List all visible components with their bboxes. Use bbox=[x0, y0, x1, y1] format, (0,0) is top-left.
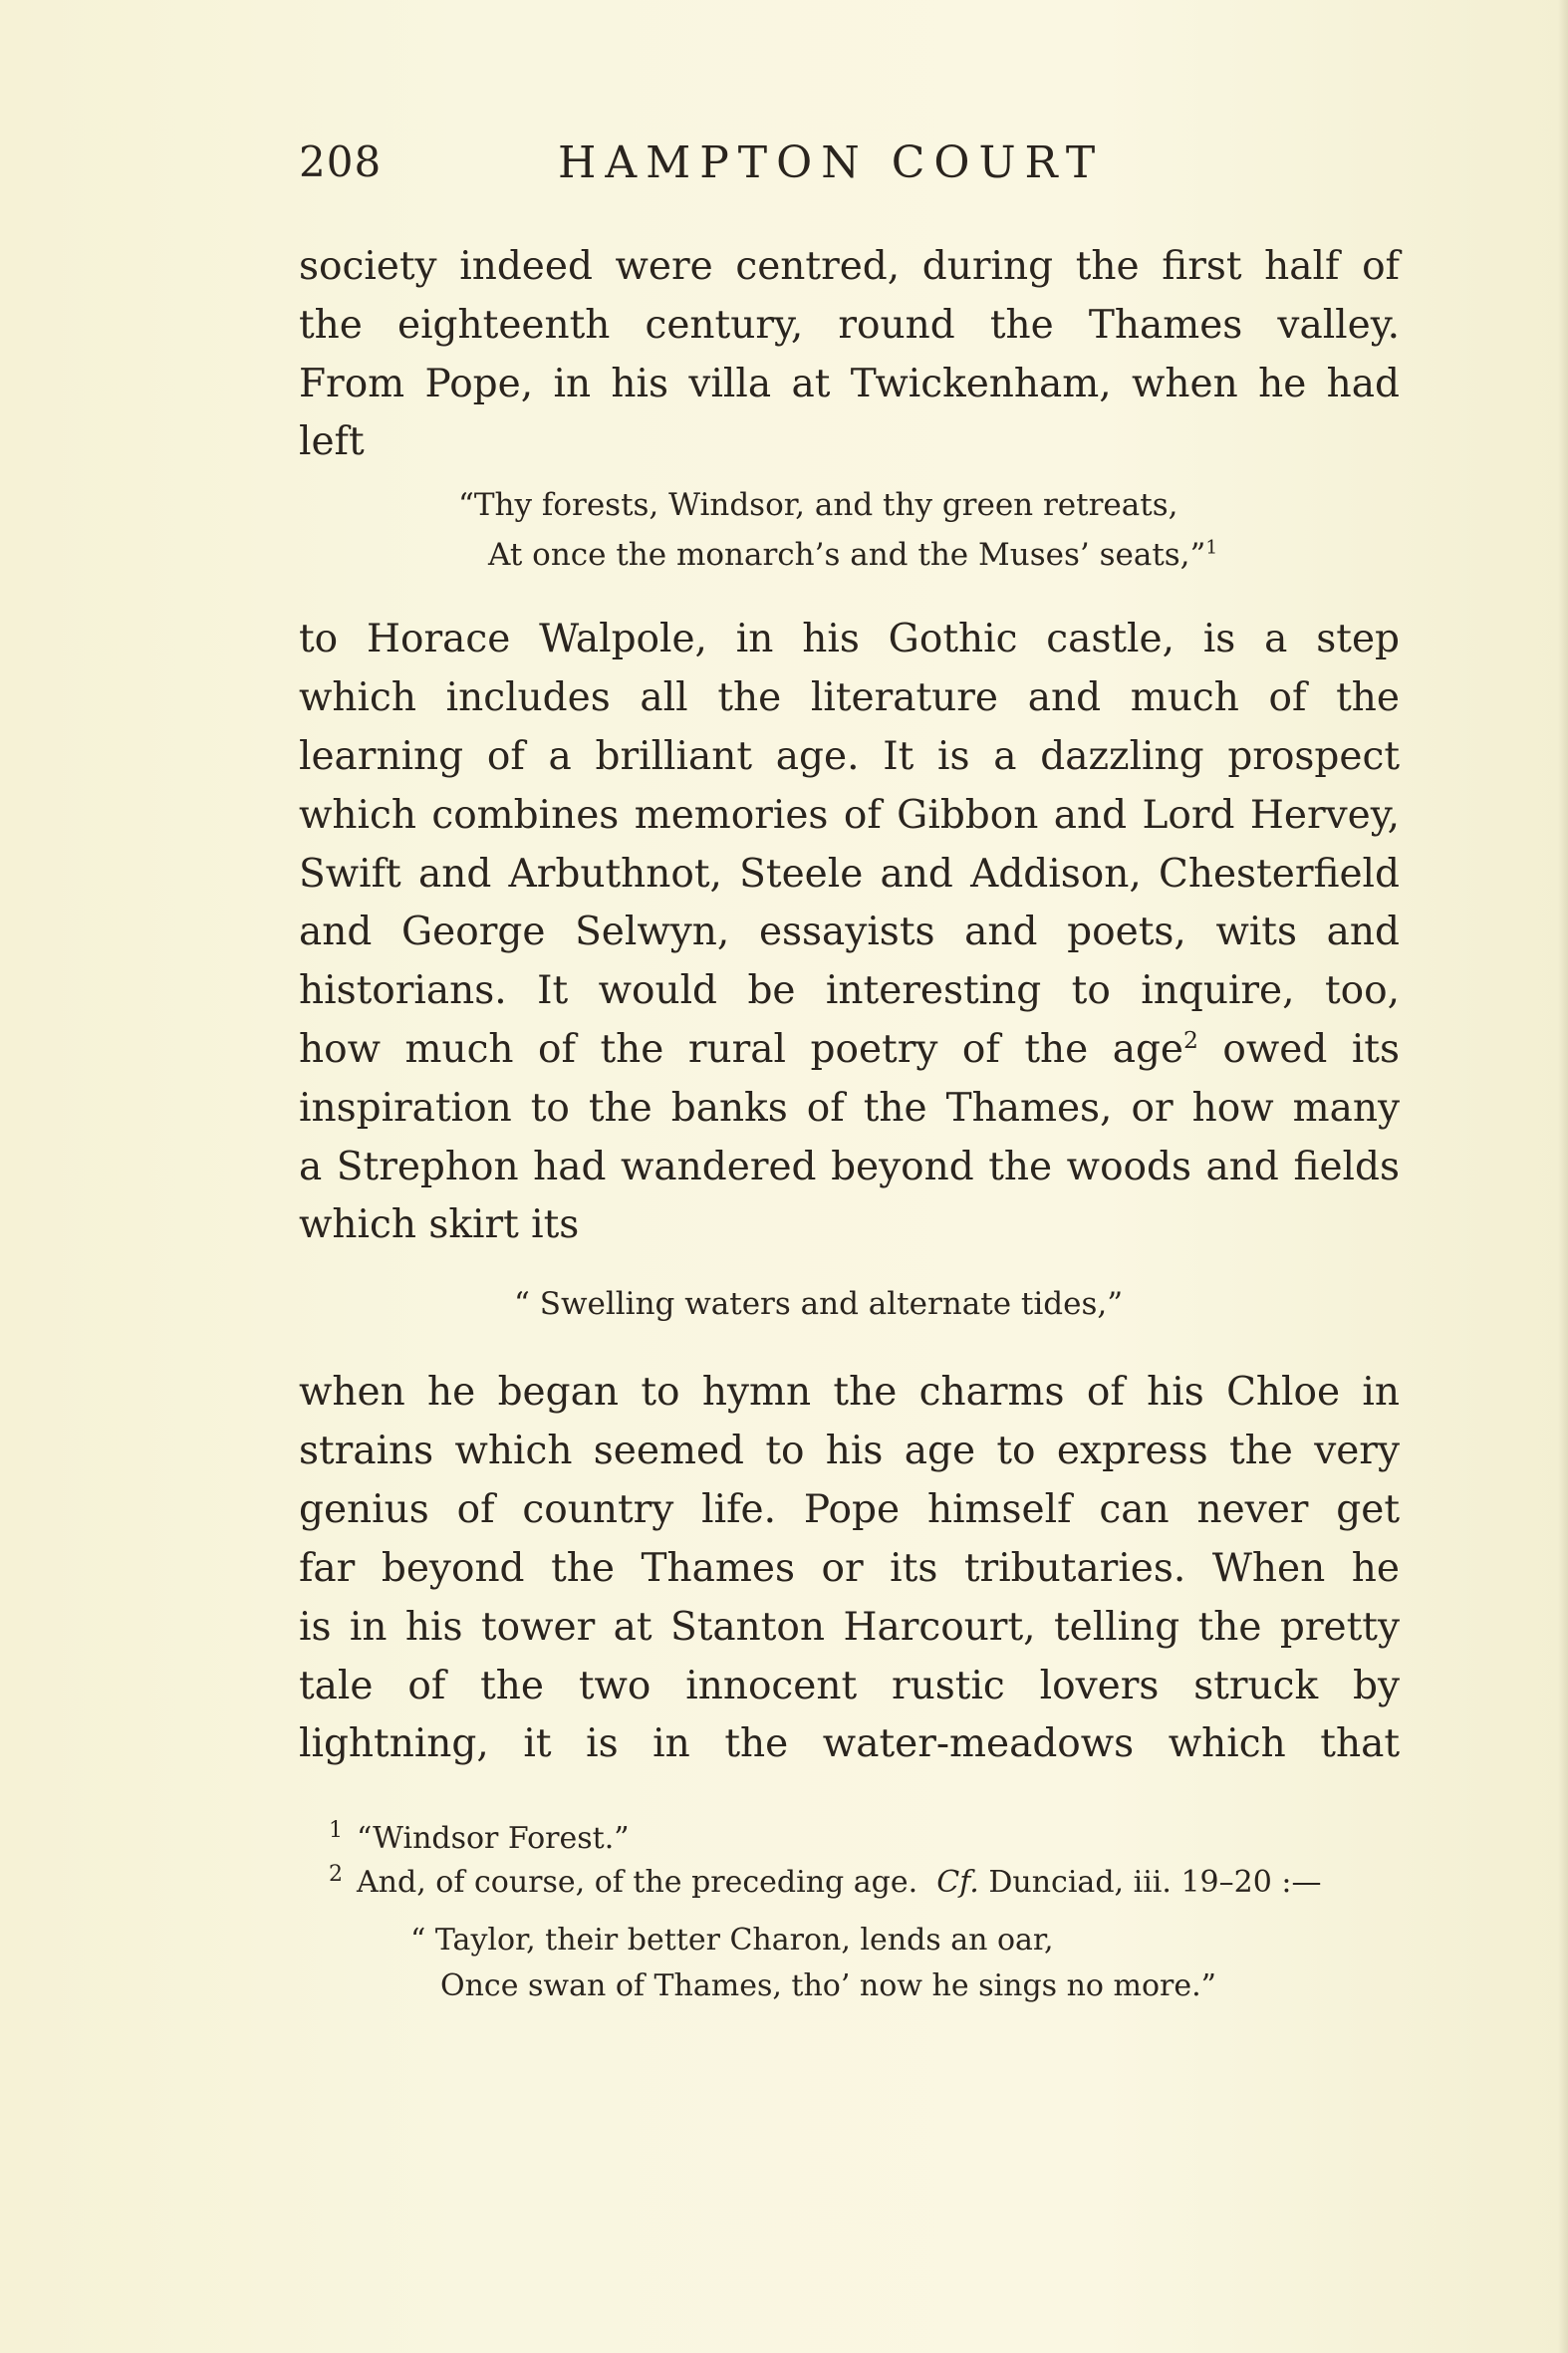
body-line: is in his tower at Stanton Harcourt, telling the pretty bbox=[299, 1605, 1400, 1650]
footnote-text: And, of course, of the preceding age. bbox=[357, 1865, 918, 1900]
footnote-cf: Cf. bbox=[936, 1865, 979, 1900]
body-text: how much of the rural poetry of the age bbox=[299, 1027, 1183, 1072]
body-line: far beyond the Thames or its tributaries. When he bbox=[299, 1546, 1400, 1591]
body-line: and George Selwyn, essayists and poets, wits and bbox=[299, 910, 1400, 954]
page-edge-shadow bbox=[1558, 0, 1568, 2353]
body-text: owed its bbox=[1222, 1027, 1400, 1072]
body-line: strains which seemed to his age to express the very bbox=[299, 1429, 1400, 1473]
verse-line bbox=[488, 534, 1217, 576]
footnote-mark: 2 bbox=[329, 1862, 343, 1887]
body-line: Swift and Arbuthnot, Steele and Addison, Chesterfield bbox=[299, 852, 1400, 897]
verse-text: “Thy forests, Windsor, and thy green retreats, bbox=[458, 487, 1178, 523]
footnote-1 bbox=[329, 1811, 630, 1856]
body-line: genius of country life. Pope himself can never get bbox=[299, 1487, 1400, 1532]
body-line: lightning, it is in the water-meadows which that bbox=[299, 1721, 1400, 1766]
body-line bbox=[299, 1024, 1400, 1076]
footnote-ref[interactable]: 2 bbox=[1183, 1026, 1198, 1054]
body-line: tale of the two innocent rustic lovers struck by bbox=[299, 1664, 1400, 1708]
page-header bbox=[299, 137, 1395, 197]
body-line: From Pope, in his villa at Twickenham, when he had bbox=[299, 362, 1400, 406]
body-line: a Strephon had wandered beyond the woods and fields bbox=[299, 1145, 1400, 1189]
body-line: which includes all the literature and much of the bbox=[299, 675, 1400, 720]
page-number: 208 bbox=[299, 137, 383, 186]
body-line: to Horace Walpole, in his Gothic castle, is a step bbox=[299, 617, 1400, 661]
body-line: inspiration to the banks of the Thames, or how many bbox=[299, 1086, 1400, 1131]
running-title: HAMPTON COURT bbox=[558, 137, 1105, 188]
body-line: left bbox=[299, 419, 365, 464]
body-line: which skirt its bbox=[299, 1202, 580, 1247]
body-line: the eighteenth century, round the Thames valley. bbox=[299, 303, 1400, 348]
footnote-mark: 1 bbox=[329, 1818, 343, 1843]
body-line: learning of a brilliant age. It is a dazzling prospect bbox=[299, 734, 1400, 779]
body-line: which combines memories of Gibbon and Lord Hervey, bbox=[299, 793, 1400, 838]
footnote-verse-line: “ Taylor, their better Charon, lends an oar, bbox=[410, 1923, 1054, 1958]
footnote-text: “Windsor Forest.” bbox=[357, 1821, 630, 1856]
footnote-ref[interactable]: 1 bbox=[1205, 537, 1218, 559]
footnote-text: Dunciad, iii. 19–20 :— bbox=[988, 1865, 1322, 1900]
verse-line bbox=[458, 484, 1177, 526]
verse-text: At once the monarch’s and the Muses’ seats,” bbox=[488, 537, 1206, 573]
footnote-2 bbox=[329, 1855, 1322, 1900]
body-line: when he began to hymn the charms of his Chloe in bbox=[299, 1370, 1400, 1415]
body-line: society indeed were centred, during the first half of bbox=[299, 244, 1400, 289]
footnote-verse-line: Once swan of Thames, tho’ now he sings no more.” bbox=[440, 1968, 1216, 2003]
verse-line: “ Swelling waters and alternate tides,” bbox=[514, 1286, 1124, 1322]
body-line: historians. It would be interesting to inquire, too, bbox=[299, 968, 1400, 1013]
